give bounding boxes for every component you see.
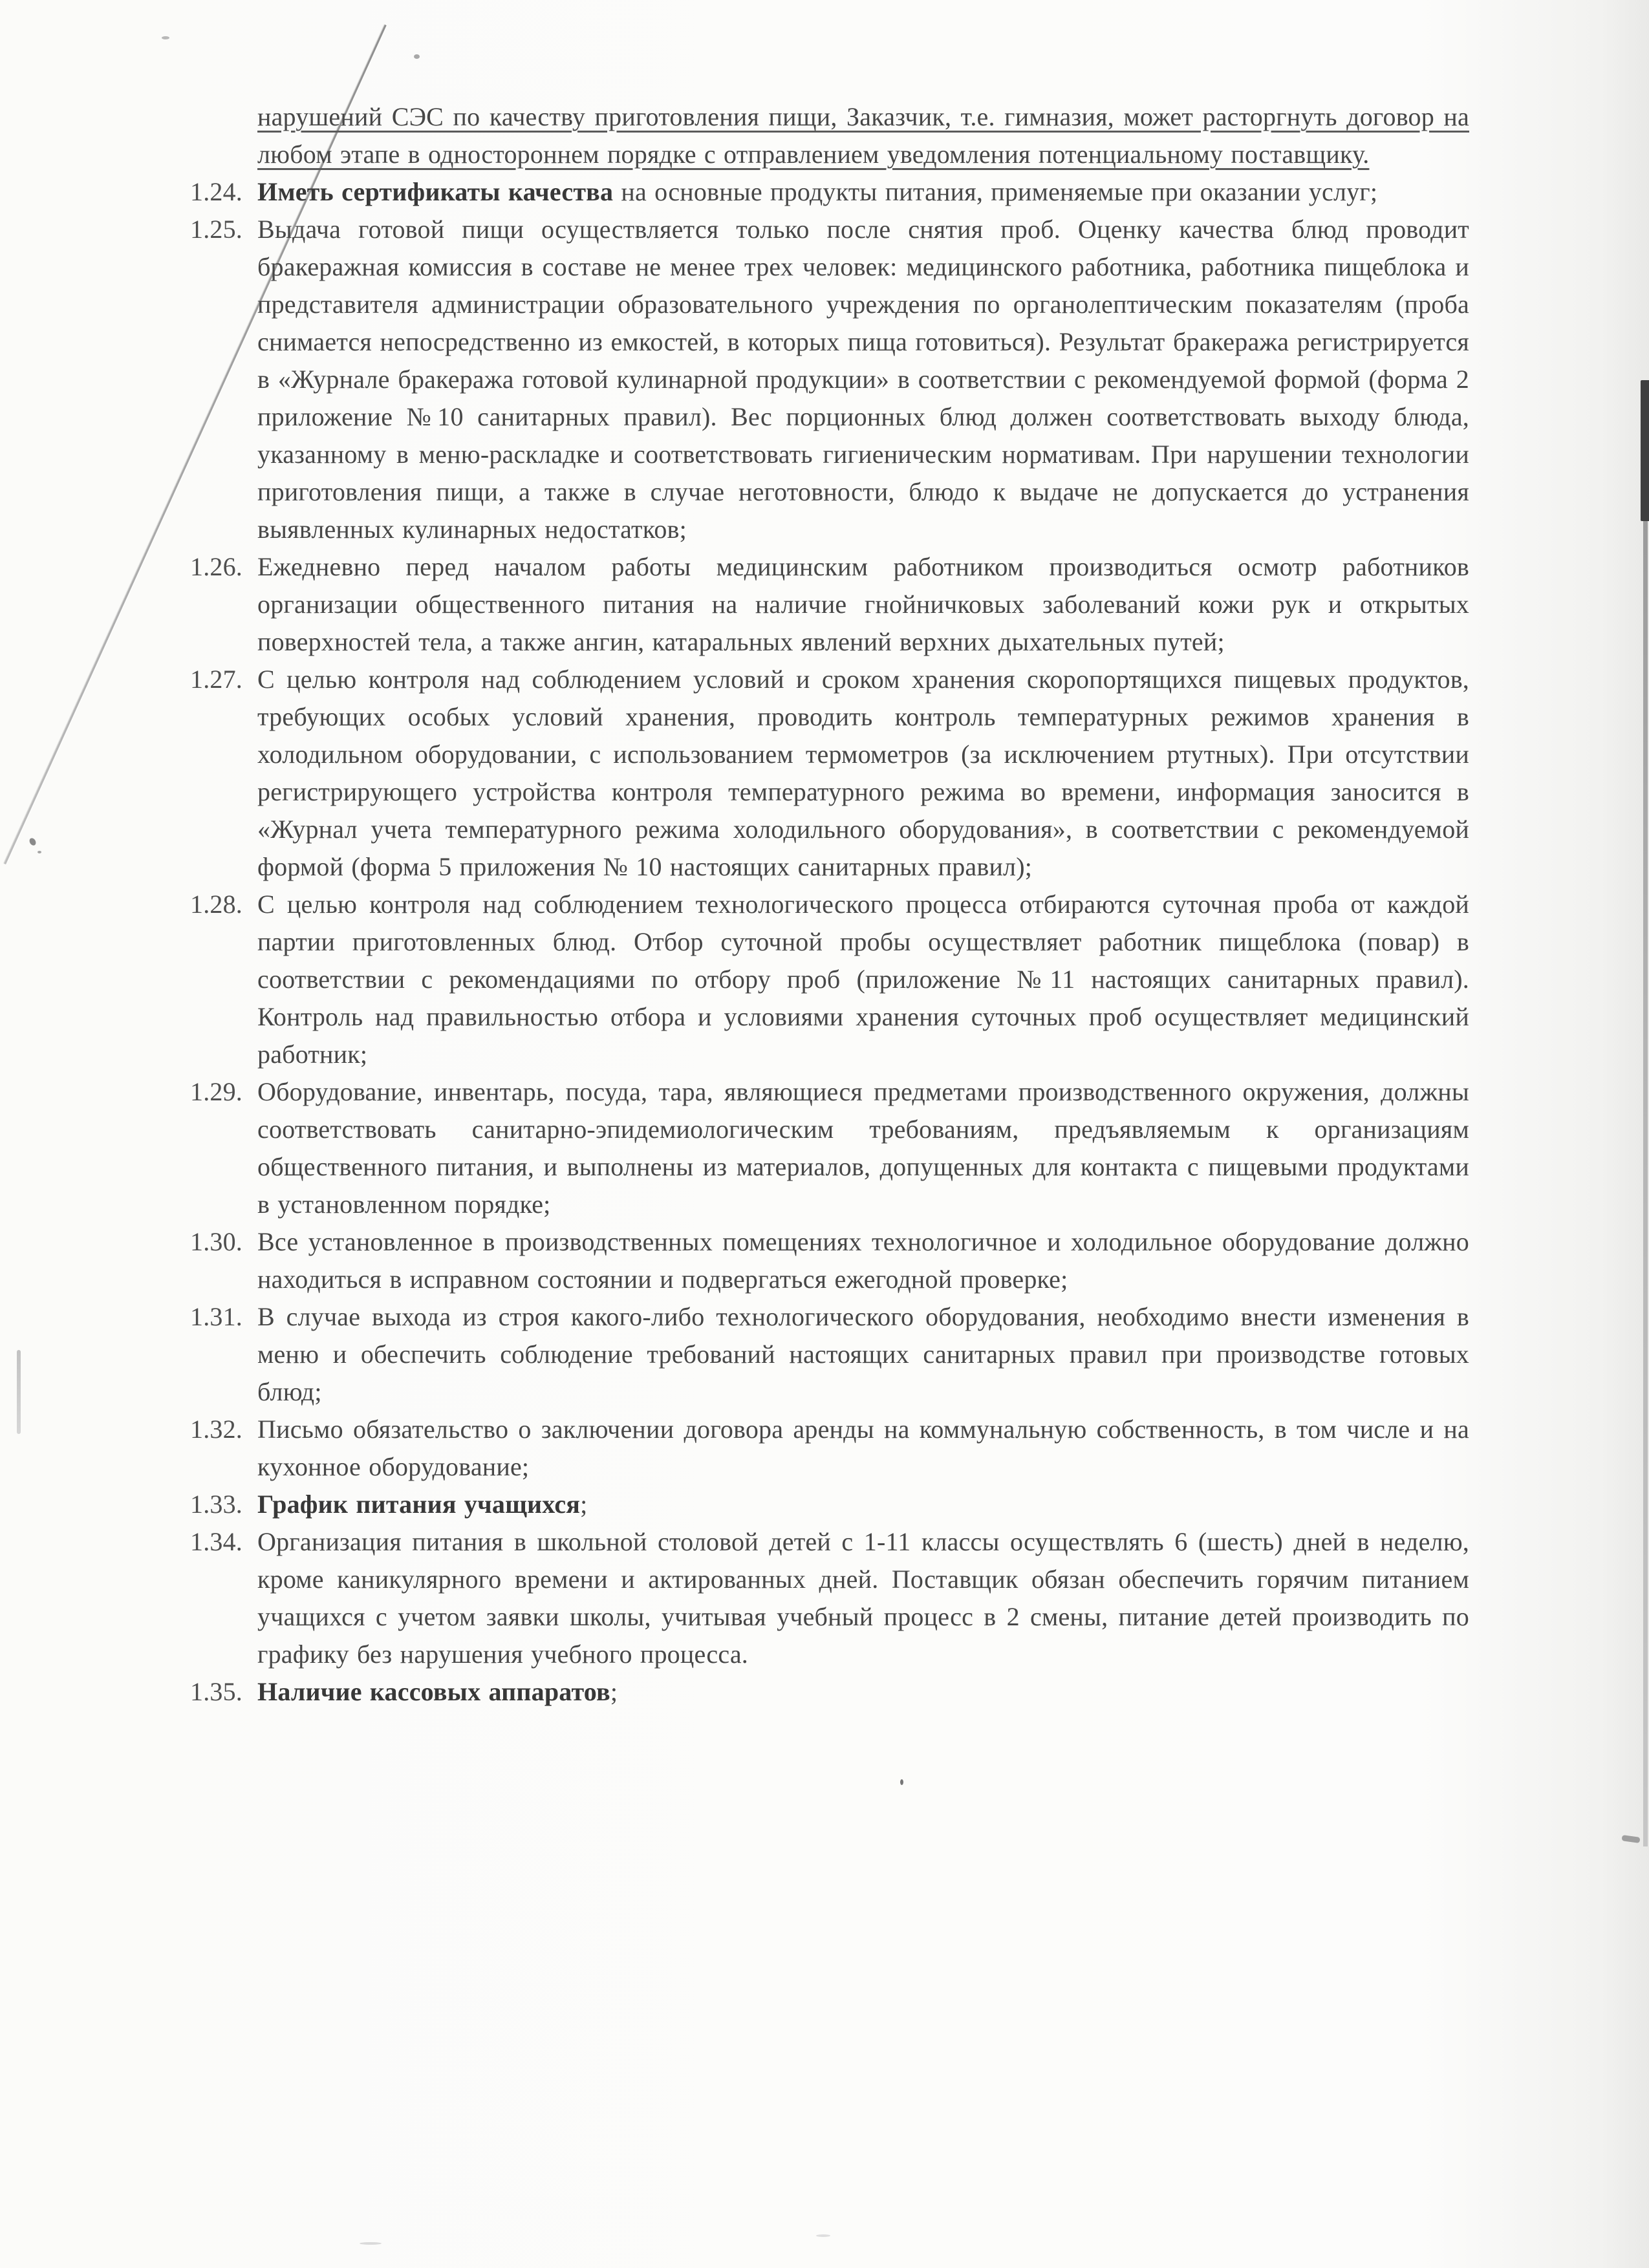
scan-smudge	[17, 1350, 21, 1434]
item-text: Ежедневно перед началом работы медицинским работником производиться осмотр работников организации общественного питания на наличие гнойничковых заболеваний кожи рук и открытых поверхностей тела, а также ангин, катаральных явлений верхних дыхательных путей;	[257, 552, 1469, 656]
scan-speck	[1622, 1835, 1641, 1843]
item-number: 1.24.	[190, 177, 242, 206]
list-item	[190, 1298, 1469, 1411]
scan-smudge	[816, 2234, 830, 2237]
item-bold-text: График питания учащихся	[257, 1490, 581, 1519]
numbered-list	[190, 173, 1469, 1711]
item-text: на основные продукты питания, применяемые при оказании услуг;	[613, 177, 1378, 206]
paragraph-continuation-underlined	[257, 98, 1469, 173]
list-item	[190, 886, 1469, 1073]
list-item	[190, 173, 1469, 211]
item-number: 1.27.	[190, 665, 242, 694]
item-number: 1.28.	[190, 890, 242, 919]
item-text: Письмо обязательство о заключении договора аренды на коммунальную собственность, в том числе и на кухонное оборудование;	[257, 1415, 1469, 1481]
item-text: Оборудование, инвентарь, посуда, тара, являющиеся предметами производственного окружения, должны соответствовать санитарно-эпидемиологическим требованиям, предъявляемым к организациям общественного питания, и выполнены из материалов, допущенных для контакта с пищевыми продуктами в установленном порядке;	[257, 1077, 1469, 1219]
item-text: ;	[580, 1490, 588, 1519]
item-number: 1.25.	[190, 215, 242, 244]
scan-speck	[38, 851, 41, 853]
list-item	[190, 661, 1469, 886]
item-number: 1.26.	[190, 552, 242, 581]
item-bold-text: Наличие кассовых аппаратов	[257, 1677, 610, 1706]
list-item	[190, 211, 1469, 548]
item-text: С целью контроля над соблюдением технологического процесса отбираются суточная проба от каждой партии приготовленных блюд. Отбор суточной пробы осуществляет работник пищеблока (повар) в соответствии с рекомендациями по отбору проб (приложение №11 настоящих санитарных правил). Контроль над правильностью отбора и условиями хранения суточных проб осуществляет медицинский работник;	[257, 890, 1469, 1069]
item-text: С целью контроля над соблюдением условий и сроком хранения скоропортящихся пищевых продуктов, требующих особых условий хранения, проводить контроль температурных режимов хранения в холодильном оборудовании, с использованием термометров (за исключением ртутных). При отсутствии регистрирующего устройства контроля температурного режима во времени, информация заносится в «Журнал учета температурного режима холодильного оборудования», в соответствии с рекомендуемой формой (форма 5 приложения № 10 настоящих санитарных правил);	[257, 665, 1469, 881]
list-item	[190, 1073, 1469, 1223]
scan-right-edge-gray-streak	[1643, 521, 1648, 1846]
item-number: 1.33.	[190, 1490, 242, 1519]
item-text: В случае выхода из строя какого-либо технологического оборудования, необходимо внести изменения в меню и обеспечить соблюдение требований настоящих санитарных правил при производстве готовых блюд;	[257, 1302, 1469, 1406]
list-item	[190, 1673, 1469, 1711]
scan-speck	[414, 54, 420, 59]
item-number: 1.29.	[190, 1077, 242, 1106]
list-item	[190, 1411, 1469, 1486]
item-number: 1.30.	[190, 1227, 242, 1256]
underlined-text: нарушений СЭС по качеству приготовления пищи, Заказчик, т.е. гимназия, может расторгнуть договор на любом этапе в одностороннем порядке с отправлением уведомления потенциальному поставщику.	[257, 102, 1469, 169]
item-number: 1.35.	[190, 1677, 242, 1706]
list-item	[190, 548, 1469, 661]
list-item	[190, 1223, 1469, 1298]
scan-speck	[900, 1779, 903, 1785]
item-text: Организация питания в школьной столовой детей с 1-11 классы осуществлять 6 (шесть) дней в неделю, кроме каникулярного времени и актированных дней. Поставщик обязан обеспечить горячим питанием учащихся с учетом заявки школы, учитывая учебный процесс в 2 смены, питание детей производить по графику без нарушения учебного процесса.	[257, 1527, 1469, 1669]
scan-speck	[162, 36, 169, 39]
item-bold-text: Иметь сертификаты качества	[257, 177, 614, 206]
scan-speck	[28, 837, 38, 847]
list-item	[190, 1523, 1469, 1673]
scan-smudge	[360, 2242, 382, 2245]
item-number: 1.32.	[190, 1415, 242, 1444]
item-text: Все установленное в производственных помещениях технологичное и холодильное оборудование должно находиться в исправном состоянии и подвергаться ежегодной проверке;	[257, 1227, 1469, 1294]
document-body	[190, 98, 1469, 1711]
list-item	[190, 1486, 1469, 1523]
item-text: Выдача готовой пищи осуществляется только после снятия проб. Оценку качества блюд проводит бракеражная комиссия в составе не менее трех человек: медицинского работника, работника пищеблока и представителя администрации образовательного учреждения по органолептическим показателям (проба снимается непосредственно из емкостей, в которых пища готовиться). Результат бракеража регистрируется в «Журнале бракеража готовой кулинарной продукции» в соответствии с рекомендуемой формой (форма 2 приложение №10 санитарных правил). Вес порционных блюд должен соответствовать выходу блюда, указанному в меню-раскладке и соответствовать гигиеническим нормативам. При нарушении технологии приготовления пищи, а также в случае неготовности, блюдо к выдаче не допускается до устранения выявленных кулинарных недостатков;	[257, 215, 1469, 544]
item-number: 1.31.	[190, 1302, 242, 1331]
scan-right-edge-dark-streak	[1641, 380, 1649, 521]
item-text: ;	[610, 1677, 618, 1706]
item-number: 1.34.	[190, 1527, 242, 1556]
